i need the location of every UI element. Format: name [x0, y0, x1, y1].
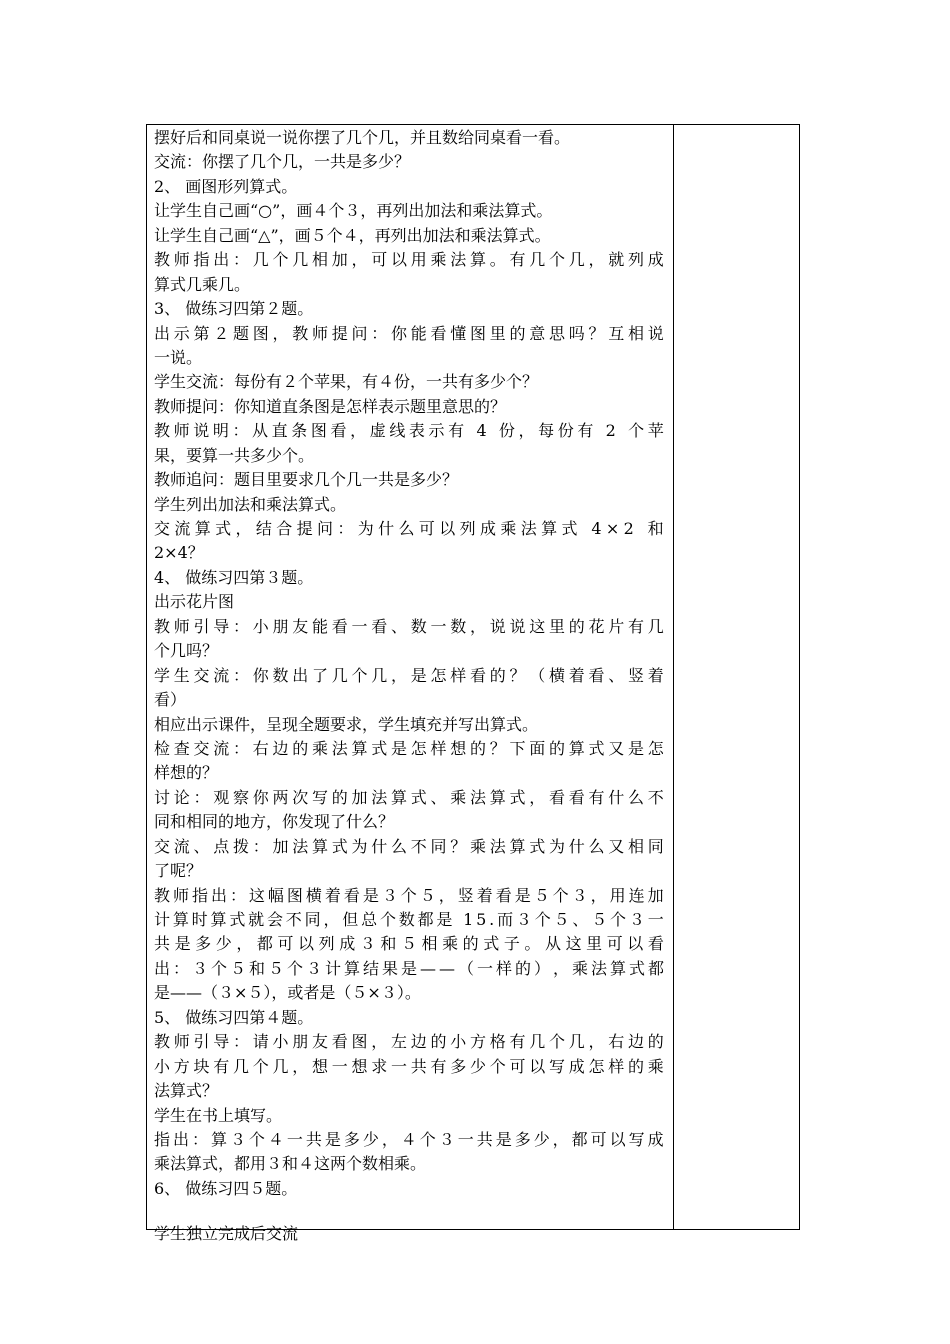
lesson-line: 3、 做练习四第２题。: [154, 299, 314, 319]
lesson-line: 法算式？: [154, 1081, 219, 1101]
lesson-line: 教 师 引 导 ： 小 朋 友 能 看 一 看 、 数 一 数 ， 说 说 这 里 的 花 片 有 几: [154, 616, 664, 636]
lesson-line: 共 是 多 少 ， 都 可 以 列 成 ３ 和 ５ 相 乘 的 式 子 。 从 这 里 可 以 看: [154, 934, 664, 954]
lesson-line: 学生在书上填写。: [154, 1105, 283, 1125]
notes-cell: [673, 124, 800, 1230]
lesson-line: 4、 做练习四第３题。: [154, 567, 314, 587]
lesson-line: 教 师 指 出 ： 这 幅 图 横 着 看 是 ３ 个 ５ ， 竖 着 看 是 ５ 个 ３ ， 用 连 加: [154, 885, 664, 905]
lesson-line: 6、 做练习四５题。: [154, 1178, 298, 1198]
lesson-line: 同和相同的地方，你发现了什么？: [154, 812, 395, 832]
lesson-line: 计 算 时 算 式 就 会 不 同 ， 但 总 个 数 都 是 1 5 . 而 ３ 个 ５ 、 ５ 个 ３ 一: [154, 910, 664, 929]
lesson-line: 了呢？: [154, 861, 203, 881]
lesson-line: 2、 画图形列算式。: [154, 176, 298, 196]
lesson-line: 教 师 指 出 ： 几 个 几 相 加 ， 可 以 用 乘 法 算 。 有 几 个 几 ， 就 列 成: [154, 250, 664, 270]
lesson-line: 一说。: [154, 347, 203, 367]
lesson-line: 教师提问：你知道直条图是怎样表示题里意思的？: [154, 396, 507, 416]
lesson-line: 算式几乘几。: [154, 274, 251, 294]
lesson-line: 指 出 ： 算 ３ 个 ４ 一 共 是 多 少 ， ４ 个 ３ 一 共 是 多 少 ， 都 可 以 写 成: [154, 1129, 664, 1149]
lesson-line: 出示花片图: [154, 592, 235, 612]
lesson-line: 小 方 块 有 几 个 几 ， 想 一 想 求 一 共 有 多 少 个 可 以 写 成 怎 样 的 乘: [154, 1056, 664, 1076]
lesson-line: 出 ： ３ 个 ５ 和 ５ 个 ３ 计 算 结 果 是 — — （ 一 样 的 ） ， 乘 法 算 式 都: [154, 958, 664, 978]
lesson-line: 2×4？: [154, 543, 204, 563]
lesson-line: 看）: [154, 690, 187, 710]
lesson-line: 教 师 说 明 ： 从 直 条 图 看 ， 虚 线 表 示 有 4 份 ， 每 份 有 2 个 苹: [154, 421, 664, 441]
lesson-line: 教 师 引 导 ： 请 小 朋 友 看 图 ， 左 边 的 小 方 格 有 几 个 几 ， 右 边 的: [154, 1032, 664, 1052]
lesson-line: 交 流 算 式 ， 结 合 提 问 ： 为 什 么 可 以 列 成 乘 法 算 式 4 × 2 和: [154, 519, 664, 538]
lesson-line: 出 示 第 ２ 题 图 ， 教 师 提 问 ： 你 能 看 懂 图 里 的 意 思 吗 ？ 互 相 说: [154, 323, 664, 343]
lesson-line: 乘法算式，都用３和４这两个数相乘。: [154, 1154, 427, 1174]
lesson-line: 教师追问：题目里要求几个几一共是多少？: [154, 470, 459, 490]
lesson-line: 交流：你摆了几个几，一共是多少？: [154, 152, 411, 172]
lesson-line: 让学生自己画“△”，画５个４，再列出加法和乘法算式。: [154, 225, 551, 245]
lesson-line: 摆好后和同桌说一说你摆了几个几，并且数给同桌看一看。: [154, 128, 571, 147]
lesson-line: 检 查 交 流 ： 右 边 的 乘 法 算 式 是 怎 样 想 的 ？ 下 面 的 算 式 又 是 怎: [154, 738, 664, 758]
lesson-line: 学生交流：每份有２个苹果，有４份，一共有多少个？: [154, 372, 539, 392]
lesson-line: 讨 论 ： 观 察 你 两 次 写 的 加 法 算 式 、 乘 法 算 式 ， 看 看 有 什 么 不: [154, 787, 664, 807]
lesson-line: 果，要算一共多少个。: [154, 445, 315, 465]
lesson-line: 相应出示课件，呈现全题要求，学生填充并写出算式。: [154, 714, 539, 734]
lesson-line: 交 流 、 点 拨 ： 加 法 算 式 为 什 么 不 同 ？ 乘 法 算 式 为 什 么 又 相 同: [154, 836, 664, 856]
lesson-line: 样想的？: [154, 763, 219, 783]
lesson-line: 个几吗？: [154, 641, 219, 661]
lesson-line: 学 生 交 流 ： 你 数 出 了 几 个 几 ， 是 怎 样 看 的 ？ （ 横 着 看 、 竖 着: [154, 665, 664, 685]
lesson-text-lines: [154, 126, 664, 1201]
overflow-text-line: 学生独立完成后交流: [154, 1224, 299, 1243]
lesson-line: 5、 做练习四第４题。: [154, 1007, 314, 1027]
lesson-line: 是——（３×５），或者是（５×３）。: [154, 983, 421, 1003]
lesson-line: 让学生自己画“○”，画４个３，再列出加法和乘法算式。: [154, 201, 553, 221]
lesson-line: 学生列出加法和乘法算式。: [154, 494, 347, 514]
